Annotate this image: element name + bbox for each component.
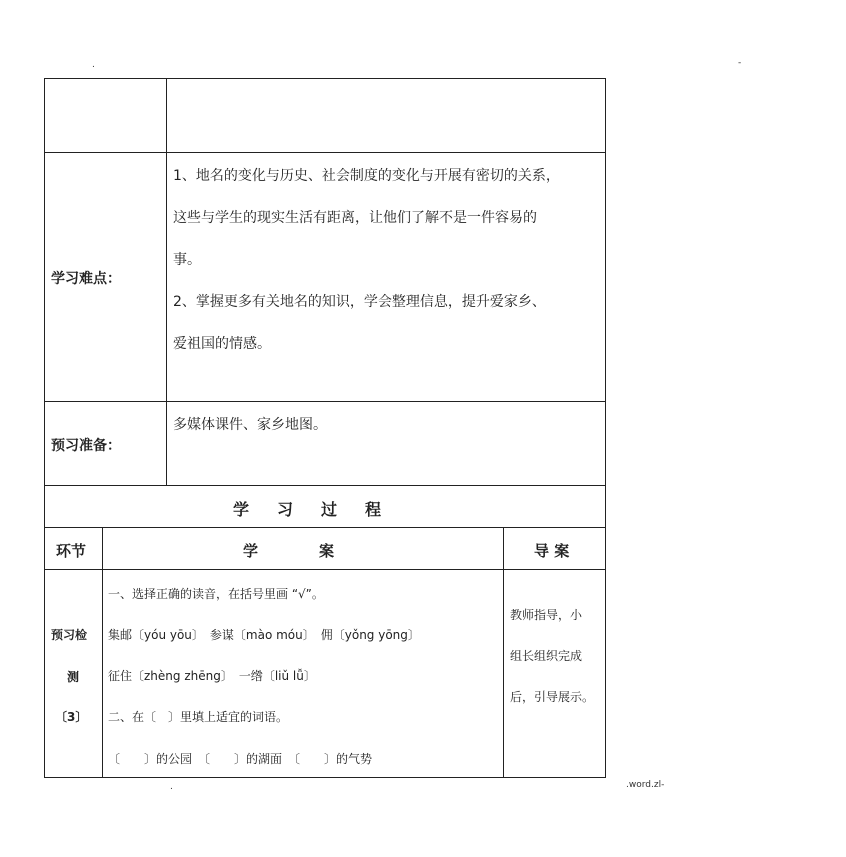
preview-guide-line-3: 后，引导展示。 — [510, 690, 595, 704]
preview-guide-line-2: 组长组织完成 — [510, 649, 583, 663]
top-right-mark: - — [738, 58, 742, 68]
difficulty-content-cell — [166, 152, 606, 402]
footer-left-mark: . — [170, 782, 173, 792]
preview-stage-line-2: 测 — [67, 670, 80, 684]
study-header: 学 案 — [243, 542, 339, 560]
preparation-content-cell — [166, 401, 606, 486]
preview-study-line-3: 征住〔zhèng zhēng〕 一绺〔liǔ lǚ〕 — [108, 669, 316, 683]
preparation-content: 多媒体课件、家乡地图。 — [173, 417, 327, 433]
preview-stage-line-1: 预习检 — [51, 628, 88, 642]
top-left-cell — [44, 78, 167, 153]
footer-right-mark: .word.zl- — [626, 780, 665, 790]
top-left-mark: . — [92, 60, 95, 70]
difficulty-line-5: 爱祖国的情感。 — [173, 336, 271, 352]
stage-header-cell — [44, 527, 103, 570]
preview-guide-line-1: 教师指导，小 — [510, 608, 583, 622]
lesson-plan-table — [44, 78, 606, 778]
guide-header-cell — [503, 527, 606, 570]
preparation-label: 预习准备： — [51, 438, 121, 454]
preview-guide-cell — [503, 569, 606, 778]
difficulty-line-2: 这些与学生的现实生活有距离，让他们了解不是一件容易的 — [173, 210, 537, 226]
preview-study-cell — [102, 569, 504, 778]
preview-stage-cell — [44, 569, 103, 778]
process-title: 学 习 过 程 — [233, 500, 388, 519]
top-right-cell — [166, 78, 606, 153]
difficulty-label-cell — [44, 152, 167, 402]
preview-stage-line-3: 〔3〕 — [55, 710, 88, 724]
difficulty-line-4: 2、掌握更多有关地名的知识，学会整理信息，提升爱家乡、 — [173, 294, 546, 310]
preparation-label-cell — [44, 401, 167, 486]
preview-study-line-2: 集邮〔yóu yōu〕 参谋〔mào móu〕 佣〔yǒng yōng〕 — [108, 628, 420, 642]
guide-header: 导 案 — [534, 542, 570, 560]
preview-study-line-5: 〔 〕的公园 〔 〕的湖面 〔 〕的气势 — [108, 752, 373, 766]
stage-header: 环节 — [56, 542, 87, 560]
preview-study-line-4: 二、在〔 〕里填上适宜的词语。 — [108, 710, 289, 724]
process-title-cell — [44, 485, 606, 528]
difficulty-line-1: 1、地名的变化与历史、社会制度的变化与开展有密切的关系， — [173, 168, 560, 184]
preview-study-line-1: 一、选择正确的读音，在括号里画 “√”。 — [108, 587, 324, 601]
difficulty-label: 学习难点： — [51, 271, 121, 287]
study-header-cell — [102, 527, 504, 570]
difficulty-line-3: 事。 — [173, 252, 201, 268]
